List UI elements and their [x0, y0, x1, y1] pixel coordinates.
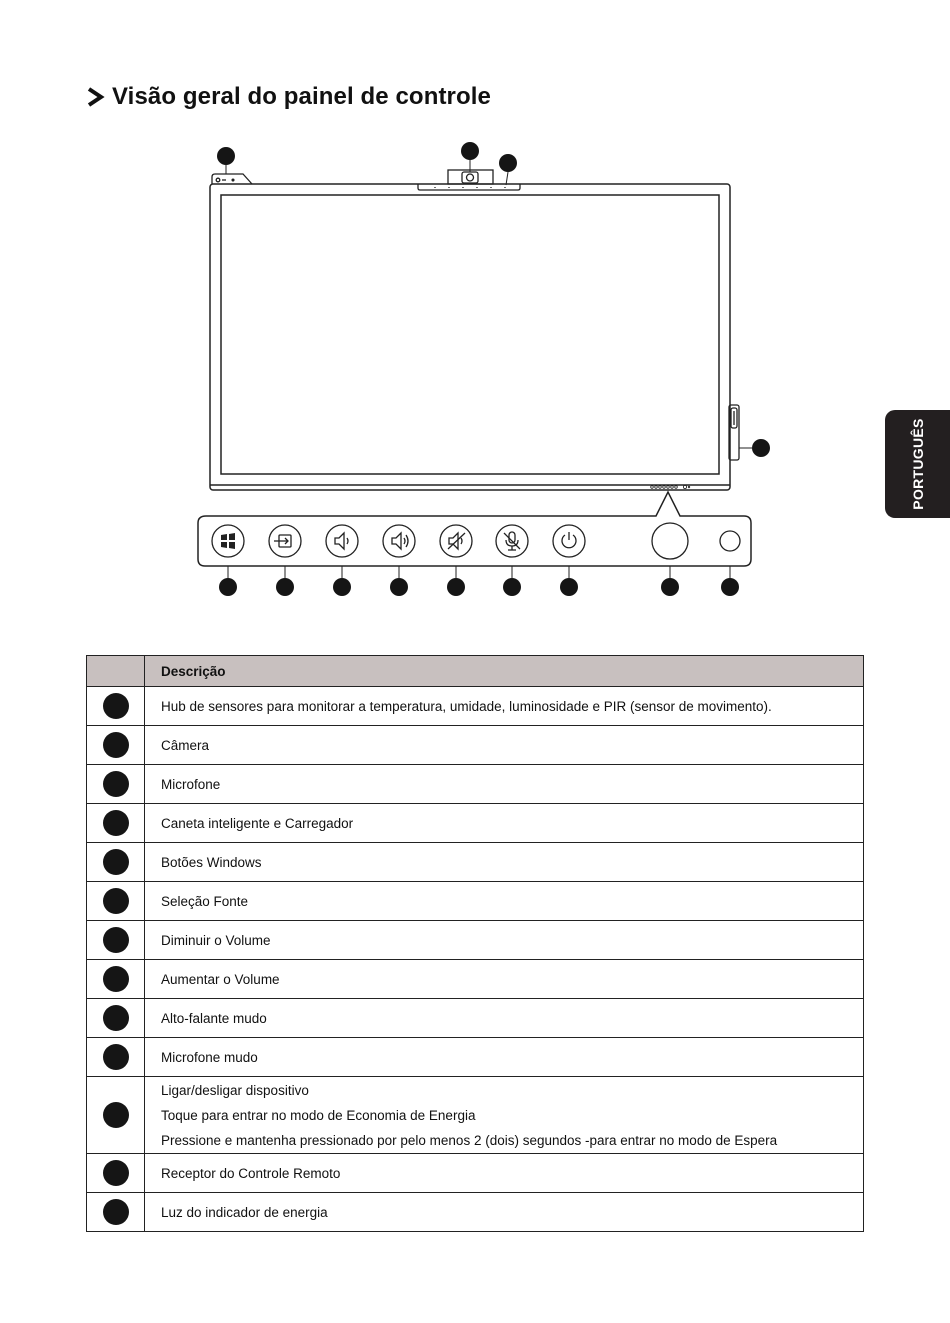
row-marker-cell: [87, 726, 145, 765]
description-text: Diminuir o Volume: [161, 932, 271, 948]
callout-marker: [103, 927, 129, 953]
table-row: [87, 765, 864, 804]
row-marker-cell: [87, 765, 145, 804]
row-description-cell: [145, 843, 864, 882]
language-tab-label: PORTUGUÊS: [909, 418, 926, 510]
row-marker-cell: [87, 882, 145, 921]
row-description-cell: [145, 804, 864, 843]
description-text: Ligar/desligar dispositivo: [161, 1082, 309, 1098]
description-text: Hub de sensores para monitorar a temperatura, umidade, luminosidade e PIR (sensor de movimento).: [161, 698, 772, 714]
description-table: [86, 655, 864, 1232]
description-text: Toque para entrar no modo de Economia de Energia: [161, 1107, 476, 1123]
row-description-cell: [145, 921, 864, 960]
page-title: Visão geral do painel de controle: [112, 83, 491, 110]
button-panel-zoom: [198, 492, 751, 566]
row-marker-cell: [87, 960, 145, 999]
callout-marker: [103, 1044, 129, 1070]
row-marker-cell: [87, 999, 145, 1038]
table-row: [87, 1038, 864, 1077]
display-outline: [210, 184, 730, 490]
description-text: Aumentar o Volume: [161, 971, 280, 987]
callout-2: [461, 142, 479, 160]
table-row: [87, 1154, 864, 1193]
table-row: [87, 921, 864, 960]
header-description: Descrição: [145, 656, 864, 687]
callout-marker: [103, 810, 129, 836]
row-description-cell: [145, 1077, 864, 1154]
table-row: [87, 1193, 864, 1232]
row-marker-cell: [87, 921, 145, 960]
row-description-cell: [145, 687, 864, 726]
table-row: [87, 999, 864, 1038]
row-description-cell: [145, 999, 864, 1038]
control-panel-diagram: [0, 0, 950, 640]
row-description-cell: [145, 1193, 864, 1232]
bezel-buttons-strip: [651, 485, 690, 488]
row-marker-cell: [87, 1193, 145, 1232]
table-row: [87, 726, 864, 765]
table-row: [87, 687, 864, 726]
description-text: Luz do indicador de energia: [161, 1204, 328, 1220]
callout-marker: [103, 849, 129, 875]
callout-marker: [103, 1005, 129, 1031]
callout-7: [333, 578, 351, 596]
callout-8: [390, 578, 408, 596]
row-marker-cell: [87, 804, 145, 843]
row-marker-cell: [87, 687, 145, 726]
row-marker-cell: [87, 1154, 145, 1193]
callout-3: [499, 154, 517, 172]
callout-marker: [103, 693, 129, 719]
callout-6: [276, 578, 294, 596]
callout-11: [560, 578, 578, 596]
description-text: Receptor do Controle Remoto: [161, 1165, 341, 1181]
description-text: Câmera: [161, 737, 210, 753]
row-marker-cell: [87, 1038, 145, 1077]
description-text: Alto-falante mudo: [161, 1010, 267, 1026]
table-row: [87, 804, 864, 843]
table-row: [87, 1077, 864, 1154]
description-text: Seleção Fonte: [161, 893, 249, 909]
row-description-cell: [145, 1038, 864, 1077]
row-description-cell: [145, 765, 864, 804]
table-header-row: [87, 656, 864, 687]
callout-marker: [103, 771, 129, 797]
row-marker-cell: [87, 1077, 145, 1154]
row-description-cell: [145, 1154, 864, 1193]
callout-1: [217, 147, 235, 165]
callout-marker: [103, 888, 129, 914]
callout-12: [661, 578, 679, 596]
header-number: [87, 656, 145, 687]
callout-marker: [103, 966, 129, 992]
description-text: Microfone mudo: [161, 1049, 258, 1065]
table-row: [87, 843, 864, 882]
row-description-cell: [145, 882, 864, 921]
callout-marker: [103, 732, 129, 758]
table-row: [87, 882, 864, 921]
table-row: [87, 960, 864, 999]
row-description-cell: [145, 960, 864, 999]
callout-marker: [103, 1160, 129, 1186]
description-text: Caneta inteligente e Carregador: [161, 815, 354, 831]
row-description-cell: [145, 726, 864, 765]
sensor-hub: [212, 174, 252, 184]
description-text: Botões Windows: [161, 854, 262, 870]
callout-10: [503, 578, 521, 596]
callout-marker: [103, 1199, 129, 1225]
row-marker-cell: [87, 843, 145, 882]
callout-5: [219, 578, 237, 596]
camera-module: [418, 170, 520, 190]
description-text: Microfone: [161, 776, 221, 792]
callout-9: [447, 578, 465, 596]
callout-4: [752, 439, 770, 457]
description-text: Pressione e mantenha pressionado por pelo menos 2 (dois) segundos -para entrar no modo de Espera: [161, 1132, 778, 1148]
callout-13: [721, 578, 739, 596]
callout-marker: [103, 1102, 129, 1128]
